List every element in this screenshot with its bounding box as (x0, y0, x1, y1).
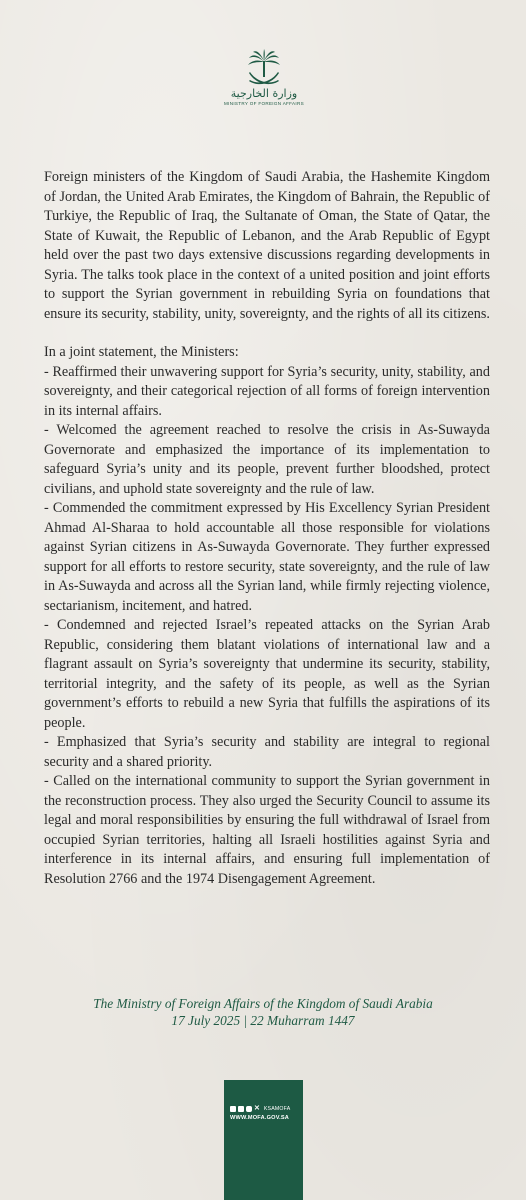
statement-body (44, 168, 490, 889)
facebook-icon[interactable] (238, 1106, 244, 1112)
instagram-icon[interactable] (246, 1106, 252, 1112)
lead-sentence: In a joint statement, the Ministers: (44, 344, 239, 360)
statement-point: - Welcomed the agreement reached to resolve the crisis in As-Suwayda Governorate and emphasized the importance of its implementation to safeguard Syria’s unity and its people, prevent further bloodshed, protect civilians, and uphold state sovereignty and the rule of law. (44, 422, 490, 497)
signature-block (0, 995, 526, 1029)
intro-paragraph: Foreign ministers of the Kingdom of Saudi Arabia, the Hashemite Kingdom of Jordan, the United Arab Emirates, the Kingdom of Bahrain, the Republic of Turkiye, the Republic of Iraq, the Sultanate of Oman, the State of Qatar, the State of Kuwait, the Republic of Lebanon, and the Arab Republic of Egypt held over the past two days extensive discussions regarding developments in Syria. The talks took place in the context of a united position and joint efforts to support the Syrian government in rebuilding Syria on foundations that ensure its security, stability, unity, sovereignty, and the rights of all its citizens. (44, 169, 490, 322)
social-icons-row (230, 1105, 290, 1112)
statement-point: - Called on the international community to support the Syrian government in the reconstruction process. They also urged the Security Council to assume its legal and moral responsibilities by ensuring the full withdrawal of Israel from occupied Syrian territories, halting all Israeli hostilities against Syria and interference in its internal affairs, and ensuring full implementation of Resolution 2766 and the 1974 Disengagement Agreement. (44, 773, 490, 887)
statement-point: - Commended the commitment expressed by His Excellency Syrian President Ahmad Al-Sharaa to hold accountable all those responsible for violations against Syrian citizens in As-Suwayda Governorate. They further expressed support for all efforts to restore security, state sovereignty, and the rule of law in As-Suwayda and across all the Syrian land, while firmly rejecting violence, sectarianism, incitement, and hatred. (44, 500, 490, 614)
logo-english-wordmark: MINISTRY OF FOREIGN AFFAIRS (224, 101, 304, 106)
youtube-icon[interactable] (230, 1106, 236, 1112)
statement-point: - Emphasized that Syria’s security and stability are integral to regional security and a shared priority. (44, 734, 490, 770)
signature-date: 17 July 2025 | 22 Muharram 1447 (171, 1013, 355, 1028)
social-footer-tab (224, 1080, 303, 1200)
website-link[interactable]: WWW.MOFA.GOV.SA (230, 1115, 290, 1121)
statement-point: - Condemned and rejected Israel’s repeated attacks on the Syrian Arab Republic, considering them blatant violations of international law and a flagrant assault on Syria’s sovereignty that undermine its security, stability, territorial integrity, and the safety of its people, as well as the Syrian government’s efforts to rebuild a new Syria that fulfills the aspirations of its people. (44, 617, 490, 731)
palm-and-swords-emblem-icon (244, 48, 284, 88)
signature-issuer: The Ministry of Foreign Affairs of the Kingdom of Saudi Arabia (93, 996, 433, 1011)
ministry-logo (224, 48, 304, 128)
social-handle: KSAMOFA (263, 1105, 291, 1112)
statement-point: - Reaffirmed their unwavering support for Syria’s security, unity, stability, and sovereignty, and their categorical rejection of all forms of foreign intervention in its internal affairs. (44, 363, 490, 419)
logo-arabic-wordmark: وزارة الخارجية (230, 87, 298, 100)
x-icon[interactable]: ✕ (254, 1104, 260, 1112)
